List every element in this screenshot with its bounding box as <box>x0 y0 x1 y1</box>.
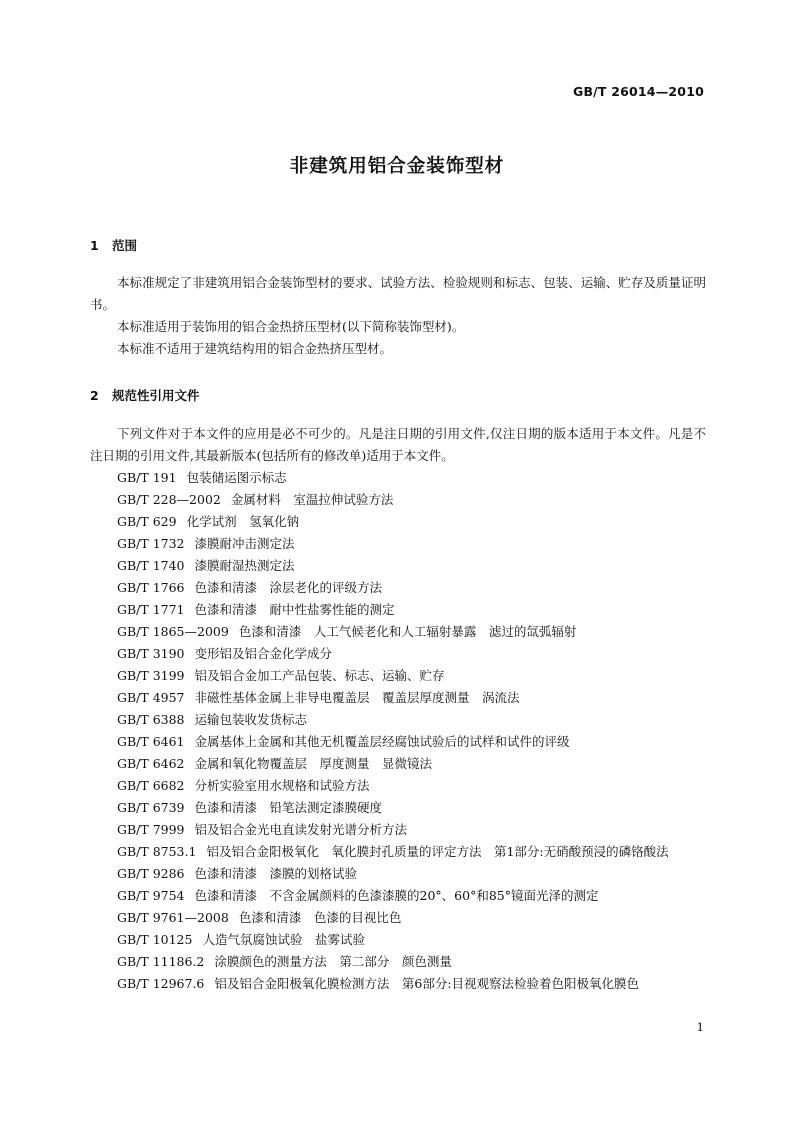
reference-item <box>90 665 706 687</box>
section-2-heading <box>90 386 200 404</box>
reference-code: GB/T 6462 <box>117 756 185 771</box>
reference-title: 分析实验室用水规格和试验方法 <box>194 778 370 793</box>
reference-code: GB/T 1732 <box>117 536 185 551</box>
reference-title: 非磁性基体金属上非导电覆盖层 覆盖层厚度测量 涡流法 <box>194 690 520 705</box>
reference-item <box>90 599 706 621</box>
reference-code: GB/T 1766 <box>117 580 185 595</box>
reference-item <box>90 533 706 555</box>
reference-title: 色漆和清漆 涂层老化的评级方法 <box>194 580 383 595</box>
reference-item <box>90 511 706 533</box>
reference-title: 漆膜耐冲击测定法 <box>194 536 295 551</box>
reference-code: GB/T 1865—2009 <box>117 624 229 639</box>
paragraph: 本标准规定了非建筑用铝合金装饰型材的要求、试验方法、检验规则和标志、包装、运输、贮存及质量证明书。 <box>90 275 706 312</box>
reference-title: 色漆和清漆 人工气候老化和人工辐射暴露 滤过的氙弧辐射 <box>238 624 577 639</box>
reference-item <box>90 973 706 995</box>
reference-item <box>90 467 706 489</box>
reference-code: GB/T 9761—2008 <box>117 910 229 925</box>
reference-code: GB/T 629 <box>117 514 177 529</box>
reference-code: GB/T 3199 <box>117 668 185 683</box>
reference-item <box>90 753 706 775</box>
reference-title: 色漆和清漆 铅笔法测定漆膜硬度 <box>194 800 383 815</box>
reference-item <box>90 819 706 841</box>
reference-code: GB/T 9286 <box>117 866 185 881</box>
paragraph: 本标准适用于装饰用的铝合金热挤压型材(以下简称装饰型材)。 <box>117 319 465 334</box>
reference-item <box>90 709 706 731</box>
reference-code: GB/T 6388 <box>117 712 185 727</box>
reference-title: 漆膜耐湿热测定法 <box>194 558 295 573</box>
reference-code: GB/T 7999 <box>117 822 185 837</box>
reference-item <box>90 643 706 665</box>
reference-title: 色漆和清漆 耐中性盐雾性能的测定 <box>194 602 395 617</box>
reference-title: 色漆和清漆 漆膜的划格试验 <box>194 866 358 881</box>
reference-code: GB/T 6461 <box>117 734 185 749</box>
reference-title: 人造气氛腐蚀试验 盐雾试验 <box>202 932 365 947</box>
reference-title: 色漆和清漆 不含金属颜料的色漆漆膜的20°、60°和85°镜面光泽的测定 <box>194 888 599 903</box>
reference-code: GB/T 4957 <box>117 690 185 705</box>
reference-item <box>90 907 706 929</box>
reference-item <box>90 555 706 577</box>
section-1-heading <box>90 236 137 254</box>
section-number: 2 <box>90 388 99 403</box>
reference-title: 涂膜颜色的测量方法 第二部分 颜色测量 <box>214 954 452 969</box>
reference-title: 金属和氧化物覆盖层 厚度测量 显微镜法 <box>194 756 433 771</box>
reference-item <box>90 489 706 511</box>
section-number: 1 <box>90 238 99 253</box>
reference-code: GB/T 6739 <box>117 800 185 815</box>
reference-title: 金属材料 室温拉伸试验方法 <box>230 492 394 507</box>
reference-title: 变形铝及铝合金化学成分 <box>194 646 333 661</box>
reference-item <box>90 731 706 753</box>
reference-title: 铝及铝合金阳极氧化 氧化膜封孔质量的评定方法 第1部分:无硝酸预浸的磷铬酸法 <box>206 844 669 859</box>
reference-title: 运输包装收发货标志 <box>194 712 308 727</box>
reference-title: 铝及铝合金加工产品包装、标志、运输、贮存 <box>194 668 445 683</box>
reference-title: 包装储运图示标志 <box>186 470 287 485</box>
reference-title: 金属基体上金属和其他无机覆盖层经腐蚀试验后的试样和试件的评级 <box>194 734 570 749</box>
reference-code: GB/T 191 <box>117 470 177 485</box>
reference-list <box>90 467 706 995</box>
reference-code: GB/T 9754 <box>117 888 185 903</box>
reference-code: GB/T 10125 <box>117 932 193 947</box>
section-title: 范围 <box>112 238 138 253</box>
reference-item <box>90 775 706 797</box>
reference-item <box>90 797 706 819</box>
reference-code: GB/T 1740 <box>117 558 185 573</box>
standard-code: GB/T 26014—2010 <box>572 84 704 99</box>
reference-item <box>90 863 706 885</box>
reference-title: 铝及铝合金阳极氧化膜检测方法 第6部分:目视观察法检验着色阳极氧化膜色 <box>214 976 640 991</box>
section-title: 规范性引用文件 <box>112 388 200 403</box>
page-number: 1 <box>696 1020 704 1034</box>
reference-code: GB/T 12967.6 <box>117 976 205 991</box>
reference-item <box>90 621 706 643</box>
reference-item <box>90 951 706 973</box>
reference-code: GB/T 3190 <box>117 646 185 661</box>
reference-code: GB/T 6682 <box>117 778 185 793</box>
reference-code: GB/T 8753.1 <box>117 844 197 859</box>
reference-item <box>90 577 706 599</box>
reference-item <box>90 929 706 951</box>
paragraph: 下列文件对于本文件的应用是必不可少的。凡是注日期的引用文件,仅注日期的版本适用于本文件。凡是不注日期的引用文件,其最新版本(包括所有的修改单)适用于本文件。 <box>90 426 706 463</box>
paragraph: 本标准不适用于建筑结构用的铝合金热挤压型材。 <box>117 341 393 356</box>
reference-code: GB/T 228—2002 <box>117 492 221 507</box>
reference-item <box>90 687 706 709</box>
reference-code: GB/T 1771 <box>117 602 185 617</box>
reference-item <box>90 885 706 907</box>
reference-code: GB/T 11186.2 <box>117 954 205 969</box>
reference-title: 铝及铝合金光电直读发射光谱分析方法 <box>194 822 408 837</box>
reference-title: 化学试剂 氢氧化钠 <box>186 514 300 529</box>
reference-item <box>90 841 706 863</box>
reference-title: 色漆和清漆 色漆的目视比色 <box>238 910 402 925</box>
document-title: 非建筑用铝合金装饰型材 <box>289 156 505 177</box>
